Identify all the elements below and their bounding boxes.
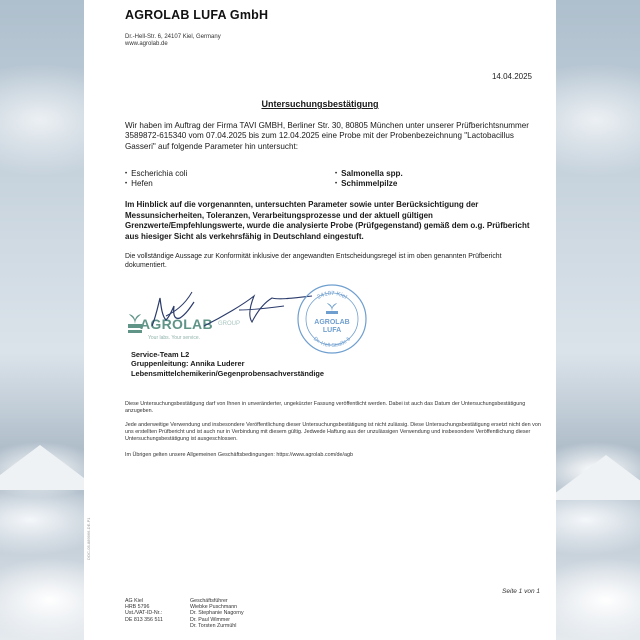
logo-wordmark: AGROLAB bbox=[140, 316, 213, 332]
background-sky-right bbox=[556, 0, 640, 640]
stamp-line2: LUFA bbox=[322, 327, 342, 334]
company-name: AGROLAB LUFA GmbH bbox=[125, 8, 269, 22]
signatory-team: Service-Team L2 bbox=[131, 350, 190, 359]
footer-line: AG Kiel bbox=[125, 598, 143, 604]
logo-tagline: Your labs. Your service. bbox=[148, 335, 201, 341]
parameter-list-left bbox=[125, 169, 187, 190]
document-code: DOC-05-889966-DE-P1 bbox=[86, 517, 91, 560]
address-street: Dr.-Hell-Str. 6, 24107 Kiel, Germany bbox=[125, 34, 221, 40]
document-title: Untersuchungsbestätigung bbox=[261, 99, 379, 109]
parameter-item: • Hefen bbox=[125, 179, 187, 189]
logo-group-label: GROUP bbox=[218, 321, 241, 327]
footer-line: HRB 5796 bbox=[125, 604, 150, 611]
parameter-item: • Schimmelpilze bbox=[335, 179, 403, 189]
document-date: 14.04.2025 bbox=[491, 72, 532, 81]
disclaimer-terms: Im Übrigen gelten unsere Allgemeinen Geschäftsbedingungen: https://www.agrolab.com/de/agb bbox=[125, 452, 354, 458]
disclaimer-publication: Diese Untersuchungsbestätigung darf von Ihnen in unveränderter, ungekürzter Fassung veröffentlicht werden. Dabei ist auch das Datum der Untersuchungsbestätigung anzugeben. bbox=[125, 401, 526, 414]
official-stamp bbox=[296, 283, 368, 355]
footer-line: Ust./VAT-ID-Nr.: bbox=[125, 610, 163, 617]
document-page bbox=[84, 0, 556, 640]
background-sky-left bbox=[0, 0, 84, 640]
parameter-item: • Salmonella spp. bbox=[335, 169, 403, 179]
conclusion-paragraph: Im Hinblick auf die vorgenannten, untersuchten Parameter sowie unter Berücksichtigung der Messunsicherheiten, Toleranzen, Verarbeitungsprozesse und der aktuell gültigen Grenzwerte/Empfehlungswerte, wurde die analysierte Probe (Prüfgegenstand) gemäß dem o.g. Prüfbericht aus hiesiger Sicht als verkehrsfähig in Deutschland eingestuft. bbox=[125, 200, 530, 241]
address-website: www.agrolab.de bbox=[125, 41, 168, 47]
parameter-item: • Escherichia coli bbox=[125, 169, 187, 179]
signatory-block bbox=[131, 350, 324, 378]
footer-line: Geschäftsführer bbox=[190, 598, 228, 604]
stamp-plant-icon bbox=[326, 303, 338, 314]
footer-line: Dr. Stephanie Nagorny bbox=[190, 610, 244, 617]
footer-line: Dr. Paul Wimmer bbox=[190, 616, 231, 623]
handwritten-signature bbox=[144, 286, 314, 334]
signatory-role: Lebensmittelchemikerin/Gegenprobensachverständige bbox=[131, 368, 325, 378]
stamp-top-text: 24107 Kiel bbox=[316, 290, 348, 301]
parameter-list-right bbox=[335, 169, 403, 190]
footer-line: DE 813 356 511 bbox=[125, 616, 163, 623]
conformity-note: Die vollständige Aussage zur Konformität inklusive der angewandten Entscheidungsregel ist im oben genannten Prüfbericht dokumentiert. bbox=[125, 253, 502, 269]
footer-registration bbox=[125, 598, 163, 623]
footer-line: Wiebke Puschmann bbox=[190, 604, 238, 611]
footer-management bbox=[190, 598, 244, 629]
svg-text:Dr.-Hell-Straße 6 bbox=[312, 336, 352, 349]
signatory-lead: Gruppenleitung: Annika Luderer bbox=[131, 359, 245, 369]
stamp-line1: AGROLAB bbox=[314, 319, 350, 326]
mountain-peak bbox=[546, 455, 640, 500]
svg-text:24107 Kiel bbox=[317, 291, 348, 301]
company-address bbox=[125, 34, 221, 48]
intro-paragraph: Wir haben im Auftrag der Firma TAVI GMBH, Berliner Str. 30, 80805 München unter unserer Prüfberichtsnummer 3589872-615340 vom 07.04.2025 bis zum 12.04.2025 eine Probe mit der Probenbezeichnung "Lactobacillus Gasseri" auf folgende Parameter hin untersucht: bbox=[125, 121, 529, 151]
disclaimer-usage: Jede anderweitige Verwendung und insbesondere Veröffentlichung dieser Untersuchungsbestätigung ist nicht zulässig. Diese Untersuchungsbestätigung ersetzt nicht den von uns erstellten Prüfbericht und ist auch nur in Verbindung mit diesem gültig. Jedwede Haftung aus der unzulässigen Verwendung und insbesondere Veröffentlichung dieser Untersuchungsbestätigung ist ausgeschlossen. bbox=[125, 422, 541, 442]
stamp-bottom-text: Dr.-Hell-Straße 6 bbox=[311, 336, 353, 350]
footer-line: Dr. Torsten Zurmühl bbox=[190, 622, 237, 629]
page-number: Seite 1 von 1 bbox=[502, 588, 540, 595]
